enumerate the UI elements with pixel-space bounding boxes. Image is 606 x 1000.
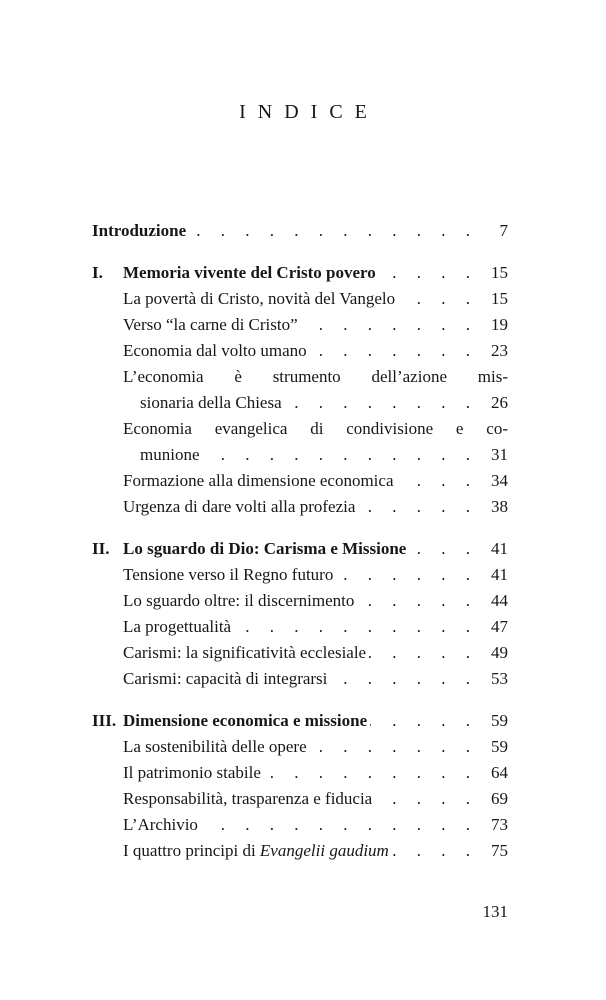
toc-entry — [92, 588, 508, 614]
toc-entry-label: Urgenza di dare volti alla profezia — [123, 497, 356, 516]
toc-entry-label-plain: I quattro principi di — [123, 841, 260, 860]
toc-entry — [92, 286, 508, 312]
toc-entry-label: Responsabilità, trasparenza e fiducia — [123, 789, 373, 808]
toc-entry — [92, 734, 508, 760]
page-number: 59 — [491, 711, 508, 730]
toc-entry-label: La progettualità — [123, 617, 232, 636]
dot-leader — [301, 312, 470, 338]
toc-entry-section-heading — [92, 708, 508, 734]
toc-entry-label-continued: sionaria della Chiesa — [140, 393, 282, 412]
page-number: 38 — [491, 497, 508, 516]
dot-leader — [392, 838, 470, 864]
page-number: 73 — [491, 815, 508, 834]
toc-entry-label: L’economia è strumento dell’azione mis- — [123, 367, 508, 386]
page-number: 19 — [491, 315, 508, 334]
section-numeral: III. — [92, 711, 117, 730]
toc-entry — [92, 468, 508, 494]
toc-entry-line2 — [92, 390, 508, 416]
toc-entry-label: L’Archivio — [123, 815, 198, 834]
dot-leader — [379, 260, 470, 286]
dot-leader — [285, 390, 470, 416]
section-numeral: I. — [92, 263, 103, 282]
page-number: 75 — [491, 841, 508, 860]
toc-entry-label: Economia dal volto umano — [123, 341, 307, 360]
page-number: 69 — [491, 789, 508, 808]
toc-entry-label-continued: munione — [140, 445, 200, 464]
toc-entry — [92, 614, 508, 640]
dot-leader — [375, 786, 470, 812]
toc-section-2 — [92, 536, 508, 692]
dot-leader — [357, 588, 470, 614]
page-number: 31 — [491, 445, 508, 464]
toc-entry — [92, 760, 508, 786]
page-number: 15 — [491, 263, 508, 282]
toc-entry-label: Verso “la carne di Cristo” — [123, 315, 298, 334]
dot-leader — [369, 640, 470, 666]
toc-entry-section-heading — [92, 536, 508, 562]
page-number: 34 — [491, 471, 508, 490]
toc-entry — [92, 838, 508, 864]
toc-entry-label: Memoria vivente del Cristo povero — [123, 263, 376, 282]
toc-section-1 — [92, 260, 508, 520]
toc-entry — [92, 338, 508, 364]
toc-entry-label: Carismi: capacità di integrarsi — [123, 669, 328, 688]
page-number: 41 — [491, 565, 508, 584]
table-of-contents — [92, 218, 508, 864]
toc-entry-label: Lo sguardo oltre: il discernimento — [123, 591, 355, 610]
dot-leader — [409, 536, 470, 562]
dot-leader — [358, 494, 470, 520]
toc-entry-label-italic: Evangelii gaudium — [259, 841, 389, 860]
dot-leader — [203, 442, 471, 468]
dot-leader — [310, 734, 470, 760]
toc-entry-label: Lo sguardo di Dio: Carisma e Missione — [123, 539, 407, 558]
toc-entry — [92, 666, 508, 692]
dot-leader — [189, 218, 470, 244]
page-number: 15 — [491, 289, 508, 308]
page-number: 47 — [491, 617, 508, 636]
section-numeral: II. — [92, 539, 110, 558]
toc-entry-introduzione — [92, 218, 508, 244]
dot-leader — [264, 760, 470, 786]
dot-leader — [397, 468, 471, 494]
toc-entry-label: La povertà di Cristo, novità del Vangelo — [123, 289, 396, 308]
page-number: 64 — [491, 763, 508, 782]
page-number: 7 — [499, 221, 508, 240]
toc-entry-label: La sostenibilità delle opere — [123, 737, 307, 756]
page-number: 26 — [491, 393, 508, 412]
toc-entry-label: Tensione verso il Regno futuro — [123, 565, 334, 584]
toc-entry — [92, 812, 508, 838]
folio-page-number: 131 — [482, 902, 508, 921]
dot-leader — [201, 812, 470, 838]
toc-entry-label: Dimensione economica e missione — [123, 711, 368, 730]
toc-entry-label: Il patrimonio stabile — [123, 763, 261, 782]
page-number: 49 — [491, 643, 508, 662]
page-number: 41 — [491, 539, 508, 558]
toc-entry — [92, 640, 508, 666]
dot-leader — [398, 286, 470, 312]
toc-entry — [92, 562, 508, 588]
toc-entry-label: Carismi: la significatività ecclesiale — [123, 643, 367, 662]
toc-entry-line1 — [92, 416, 508, 442]
toc-section-3 — [92, 708, 508, 864]
dot-leader — [234, 614, 470, 640]
toc-entry-line2 — [92, 442, 508, 468]
toc-entry — [92, 312, 508, 338]
page-number: 23 — [491, 341, 508, 360]
toc-entry — [92, 416, 508, 468]
toc-entry-label: Introduzione — [92, 221, 187, 240]
toc-entry-label: Formazione alla dimensione economica — [123, 471, 394, 490]
toc-entry-section-heading — [92, 260, 508, 286]
toc-entry-label — [123, 838, 389, 864]
toc-entry — [92, 364, 508, 416]
dot-leader — [330, 666, 470, 692]
page-number: 44 — [491, 591, 508, 610]
toc-entry — [92, 494, 508, 520]
toc-entry-line1 — [92, 364, 508, 390]
toc-entry-label: Economia evangelica di condivisione e co- — [123, 419, 508, 438]
page-number: 53 — [491, 669, 508, 688]
page-title: INDICE — [239, 101, 379, 123]
dot-leader — [336, 562, 470, 588]
page-number: 59 — [491, 737, 508, 756]
toc-entry — [92, 786, 508, 812]
dot-leader — [310, 338, 470, 364]
dot-leader — [370, 708, 470, 734]
